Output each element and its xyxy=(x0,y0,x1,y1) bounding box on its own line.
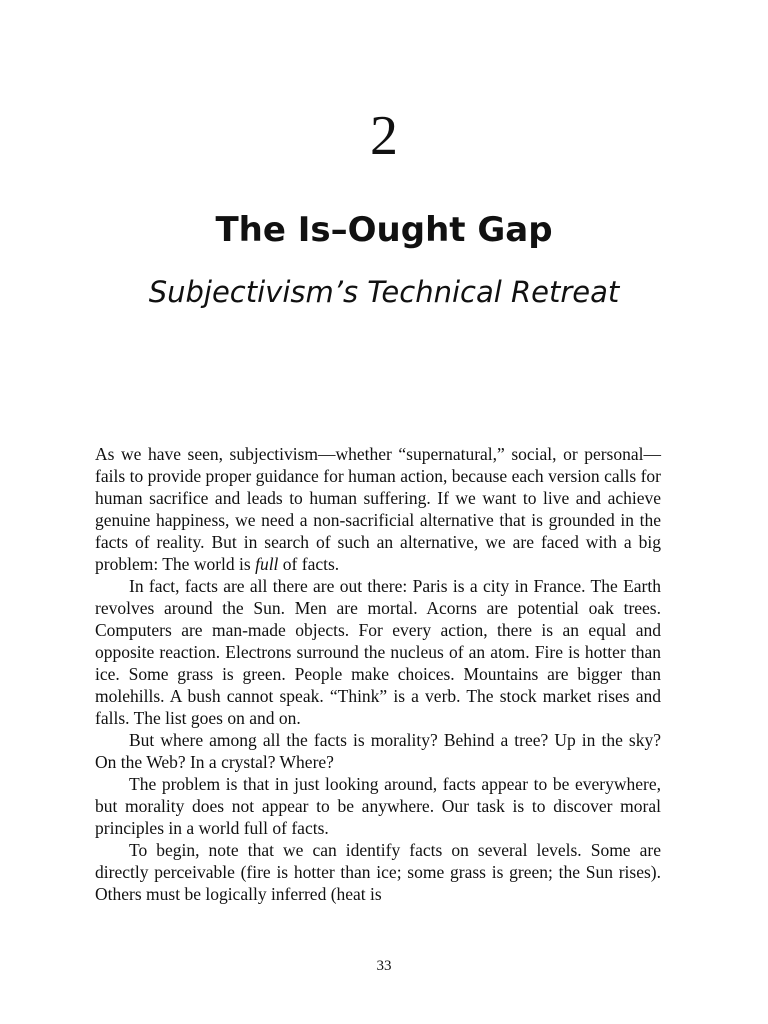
chapter-subtitle: Subjectivism’s Technical Retreat xyxy=(148,275,620,309)
body-text xyxy=(95,443,661,905)
paragraph: In fact, facts are all there are out there: Paris is a city in France. The Earth revolves around the Sun. Men are mortal. Acorns are potential oak trees. Computers are man-made objects. For every action, there is an equal and opposite reaction. Electrons surround the nucleus of an atom. Fire is hotter than ice. Some grass is green. People make choices. Mountains are bigger than molehills. A bush cannot speak. “Think” is a verb. The stock market rises and falls. The list goes on and on. xyxy=(95,576,661,728)
paragraph-text: of facts. xyxy=(278,554,340,574)
paragraph: To begin, note that we can identify facts on several levels. Some are directly perceivable (fire is hotter than ice; some grass is green; the Sun rises). Others must be logically inferred (heat is xyxy=(95,840,661,904)
paragraph xyxy=(95,443,661,575)
chapter-title: The Is–Ought Gap xyxy=(215,210,553,250)
paragraph: The problem is that in just looking around, facts appear to be everywhere, but morality does not appear to be anywhere. Our task is to discover moral principles in a world full of facts. xyxy=(95,774,661,838)
paragraph-text: As we have seen, subjectivism—whether “supernatural,” social, or personal—fails to provide proper guidance for human action, because each version calls for human sacrifice and leads to human suffering. If we want to live and achieve genuine happiness, we need a non-sacrificial alternative that is grounded in the facts of reality. But in search of such an alternative, we are faced with a big problem: The world is xyxy=(95,444,661,574)
paragraph: But where among all the facts is morality? Behind a tree? Up in the sky? On the Web? In a crystal? Where? xyxy=(95,730,661,772)
emphasis-text: full xyxy=(255,554,279,574)
chapter-number: 2 xyxy=(370,105,398,167)
page-number: 33 xyxy=(376,958,392,974)
